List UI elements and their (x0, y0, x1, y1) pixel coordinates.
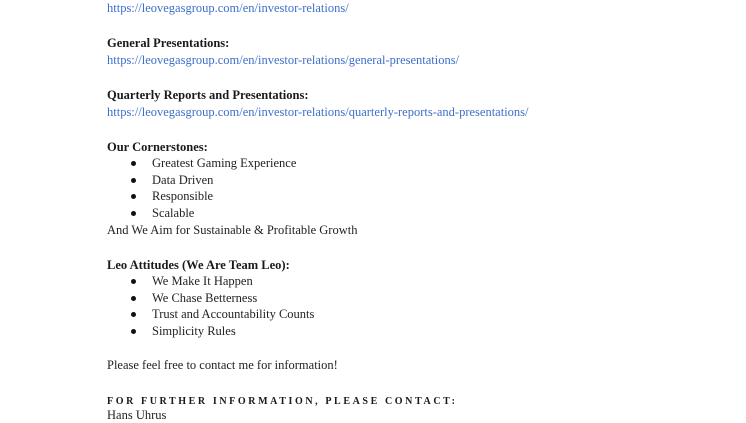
list-item (107, 273, 314, 290)
quarterly-reports-heading: Quarterly Reports and Presentations: (107, 88, 309, 102)
attitudes-heading: Leo Attitudes (We Are Team Leo): (107, 258, 290, 272)
list-item-label: Greatest Gaming Experience (152, 156, 297, 170)
list-item (107, 290, 314, 307)
cornerstones-list (107, 155, 296, 222)
bullet-icon (131, 279, 136, 284)
bullet-icon (131, 312, 136, 317)
attitudes-list (107, 273, 314, 340)
general-presentations-heading: General Presentations: (107, 36, 230, 50)
contact-name: Hans Uhrus (107, 408, 167, 422)
list-item (107, 306, 314, 323)
list-item (107, 188, 296, 205)
general-presentations-link[interactable]: https://leovegasgroup.com/en/investor-relations/general-presentations/ (107, 53, 460, 67)
list-item (107, 323, 314, 340)
list-item (107, 205, 296, 222)
list-item-label: Simplicity Rules (152, 324, 236, 339)
list-item-label: Responsible (152, 189, 214, 204)
cornerstones-aim: And We Aim for Sustainable & Profitable Growth (107, 223, 358, 237)
investor-relations-link[interactable]: https://leovegasgroup.com/en/investor-relations/ (107, 1, 349, 15)
list-item-label: Data Driven (152, 172, 214, 187)
list-item-label: We Make It Happen (152, 274, 253, 288)
list-item-label: Scalable (152, 206, 195, 221)
further-info-heading: FOR FURTHER INFORMATION, PLEASE CONTACT: (107, 396, 458, 407)
bullet-icon (131, 329, 136, 334)
bullet-icon (131, 178, 136, 183)
bullet-icon (131, 194, 136, 199)
contact-invite: Please feel free to contact me for information! (107, 358, 338, 372)
list-item (107, 172, 296, 189)
bullet-icon (131, 296, 136, 301)
list-item-label: Trust and Accountability Counts (152, 307, 315, 322)
bullet-icon (131, 161, 136, 166)
bullet-icon (131, 211, 136, 216)
list-item (107, 155, 296, 172)
quarterly-reports-link[interactable]: https://leovegasgroup.com/en/investor-relations/quarterly-reports-and-presentations/ (107, 105, 529, 119)
list-item-label: We Chase Betterness (152, 290, 258, 305)
cornerstones-heading: Our Cornerstones: (107, 140, 208, 154)
